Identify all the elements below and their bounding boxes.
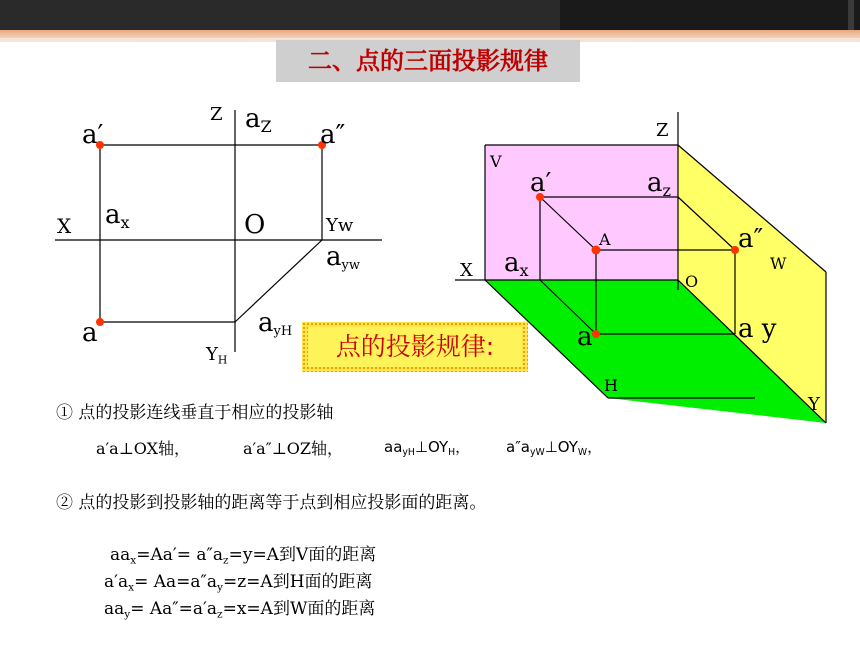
rule1-formula-2: a′a″⊥OZ轴， (243, 439, 343, 458)
rule1-formula-1: a′a⊥OX轴， (96, 439, 190, 458)
page-title: 二、点的三面投影规律 (276, 40, 580, 82)
left-a-prime-label: a′ (82, 120, 104, 150)
left-origin-label: O (244, 210, 266, 240)
left-a-dprime-label: a″ (320, 120, 346, 150)
rule2-formula-3: $aa_y= Aa''=a'a_z=x=A$到W面的距离 (104, 599, 376, 621)
rule2-formula-2: $a'a_x= Aa=a''a_y=z=A$到H面的距离 (104, 572, 373, 594)
rule2-heading: ② 点的投影到投影轴的距离等于点到相应投影面的距离。 (56, 493, 487, 513)
right-v-label: V (490, 152, 502, 171)
right-z-label: Z (656, 120, 669, 141)
right-h-label: H (604, 376, 618, 395)
left-z-label: Z (210, 104, 223, 125)
left-yw-label: Yw (326, 215, 354, 236)
right-point-a (592, 330, 600, 338)
left-x-label: X (57, 214, 72, 238)
right-a-label: a (577, 322, 593, 352)
left-yh-label: $Y_H$ (206, 344, 228, 367)
left-ax-label: $a_x$ (105, 200, 130, 233)
rule1-formula-4: $a''a_{yW}\perp OY_W$， (506, 438, 603, 458)
right-y-label: Y (808, 394, 820, 415)
right-w-label: W (770, 254, 787, 273)
projection-rule-banner (302, 322, 528, 372)
rule2-formula-1: $aa_x=Aa'= a''a_z=y=A$到V面的距离 (110, 545, 377, 567)
right-a-dprime-label: a″ (738, 224, 764, 254)
right-ax-label: $a_x$ (504, 248, 529, 281)
right-a-prime-label: a′ (530, 168, 552, 198)
right-origin-label: O (685, 272, 699, 291)
right-A-label: A (599, 230, 611, 249)
rule1-formula-3: $aa_{yH}\perp OY_H$， (384, 438, 471, 458)
left-ayw-label: $a_{yw}$ (326, 242, 360, 274)
left-ayh-label: $a_{yH}$ (258, 308, 293, 340)
rule1-heading: ① 点的投影连线垂直于相应的投影轴 (56, 403, 334, 423)
projection-rule-banner-text: 点的投影规律: (308, 327, 522, 367)
right-x-label: X (460, 260, 473, 281)
left-az-label: $a_Z$ (245, 104, 272, 137)
right-ay-label: a y (738, 314, 777, 344)
right-az-label: $a_z$ (647, 168, 672, 201)
left-a-label: a (82, 318, 98, 348)
